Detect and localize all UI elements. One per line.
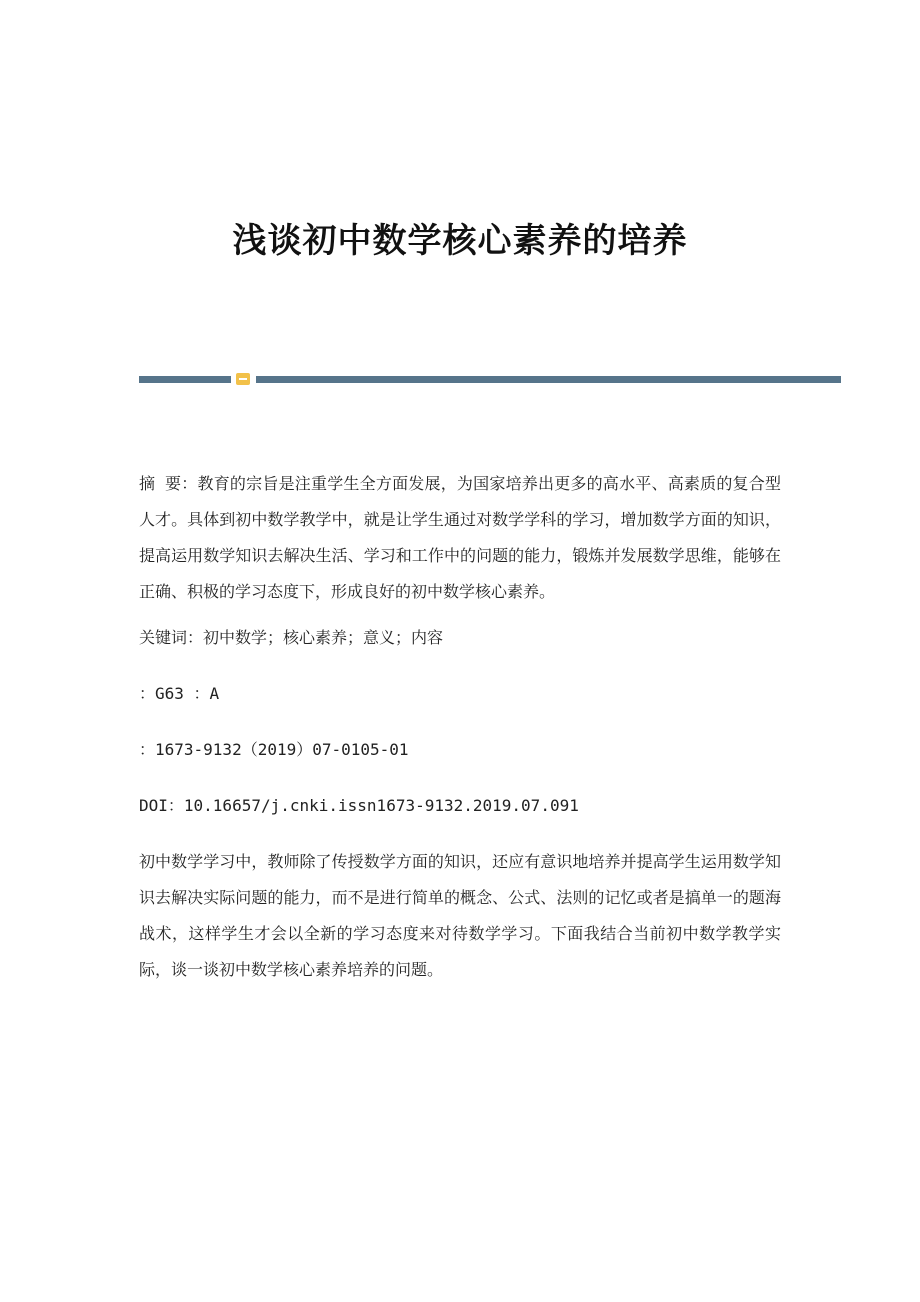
paper-title: 浅谈初中数学核心素养的培养 <box>232 221 688 261</box>
abstract-text: 教育的宗旨是注重学生全方面发展，为国家培养出更多的高水平、高素质的复合型人才。具体到初中数学教学中，就是让学生通过对数学学科的学习，增加数学方面的知识，提高运用数学知识去解决生活、学习和工作中的问题的能力，锻炼并发展数学思维，能够在正确、积极的学习态度下，形成良好的初中数学核心素养。 <box>139 474 781 601</box>
paper-content <box>139 466 781 988</box>
title-divider <box>139 373 841 385</box>
doi-line: DOI：10.16657/j.cnki.issn1673-9132.2019.07.091 <box>139 796 579 815</box>
abstract-paragraph <box>139 466 781 610</box>
keywords-label: 关键词： <box>139 628 204 647</box>
divider-badge-icon <box>236 373 250 385</box>
keywords-line <box>139 620 781 656</box>
body-paragraph: 初中数学学习中，教师除了传授数学方面的知识，还应有意识地培养并提高学生运用数学知识去解决实际问题的能力，而不是进行简单的概念、公式、法则的记忆或者是搞单一的题海战术，这样学生才会以全新的学习态度来对待数学学习。下面我结合当前初中数学教学实际，谈一谈初中数学核心素养培养的问题。 <box>139 852 781 979</box>
classification-line: ：G63 ：A <box>139 684 220 703</box>
divider-left-bar <box>139 376 231 383</box>
abstract-label: 摘 要： <box>139 474 198 493</box>
keywords-text: 初中数学；核心素养；意义；内容 <box>203 628 444 647</box>
divider-right-bar <box>256 376 841 383</box>
issn-line: ：1673-9132（2019）07-0105-01 <box>139 740 409 759</box>
